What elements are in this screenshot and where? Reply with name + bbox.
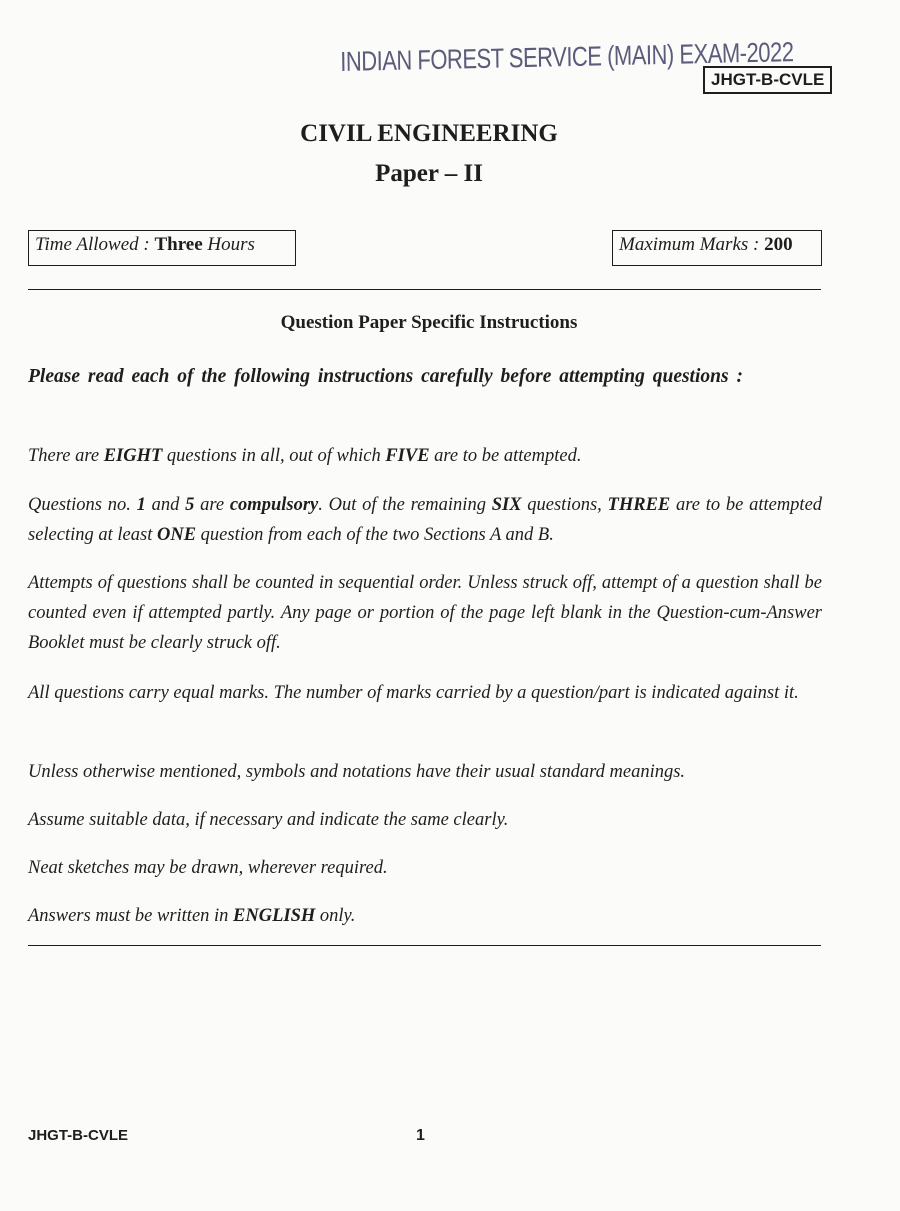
- emphasis: ENGLISH: [233, 906, 316, 926]
- instruction-2: [28, 490, 822, 550]
- page-number: 1: [416, 1127, 425, 1144]
- paper-subtitle: Paper – II: [375, 160, 483, 187]
- text: are: [194, 495, 230, 515]
- text: Questions no.: [28, 495, 137, 515]
- exam-stamp: INDIAN FOREST SERVICE (MAIN) EXAM-2022: [340, 36, 794, 78]
- instruction-7: Neat sketches may be drawn, wherever required.: [28, 858, 388, 878]
- text: . Out of the remaining: [318, 495, 492, 515]
- text: Answers must be written in: [28, 906, 234, 926]
- emphasis: compulsory: [229, 495, 319, 515]
- instruction-4: All questions carry equal marks. The number of marks carried by a question/part is indicated against it.: [28, 683, 799, 703]
- time-value: Three: [154, 234, 203, 255]
- instruction-8: [28, 901, 822, 931]
- instruction-1: [28, 441, 822, 471]
- text: are to be attempted selecting at least: [28, 495, 823, 545]
- divider-top: [28, 289, 821, 290]
- paper-code-box: JHGT-B-CVLE: [703, 66, 832, 94]
- emphasis: 5: [185, 495, 195, 515]
- text: questions,: [521, 495, 608, 515]
- maximum-marks-box: [612, 230, 822, 266]
- text: There are: [28, 446, 104, 466]
- instructions-heading: Question Paper Specific Instructions: [280, 312, 578, 333]
- emphasis: SIX: [491, 495, 522, 515]
- instruction-5: Unless otherwise mentioned, symbols and notations have their usual standard meanings.: [28, 762, 686, 782]
- emphasis: ONE: [156, 525, 197, 545]
- time-unit: Hours: [207, 234, 255, 255]
- text: only.: [315, 906, 356, 926]
- paper-title: CIVIL ENGINEERING: [300, 120, 558, 147]
- text: and: [145, 495, 186, 515]
- instruction-6: Assume suitable data, if necessary and indicate the same clearly.: [28, 810, 509, 830]
- emphasis: THREE: [607, 495, 671, 515]
- footer-paper-code: JHGT-B-CVLE: [28, 1127, 129, 1144]
- time-label: Time Allowed :: [35, 234, 150, 255]
- emphasis: EIGHT: [103, 446, 163, 466]
- instructions-lead: Please read each of the following instructions carefully before attempting questions :: [28, 366, 743, 387]
- text: questions in all, out of which: [162, 446, 386, 466]
- time-allowed-box: [28, 230, 296, 266]
- marks-label: Maximum Marks :: [619, 234, 760, 255]
- instruction-3: Attempts of questions shall be counted in sequential order. Unless struck off, attempt of a question shall be counted even if attempted partly. Any page or portion of the page left blank in the Question-cum-Answer Booklet must be clearly struck off.: [28, 573, 822, 653]
- emphasis: 1: [136, 495, 146, 515]
- divider-bottom: [28, 945, 821, 946]
- text: are to be attempted.: [429, 446, 582, 466]
- emphasis: FIVE: [385, 446, 430, 466]
- marks-value: 200: [764, 234, 793, 255]
- text: question from each of the two Sections A and B.: [196, 525, 554, 545]
